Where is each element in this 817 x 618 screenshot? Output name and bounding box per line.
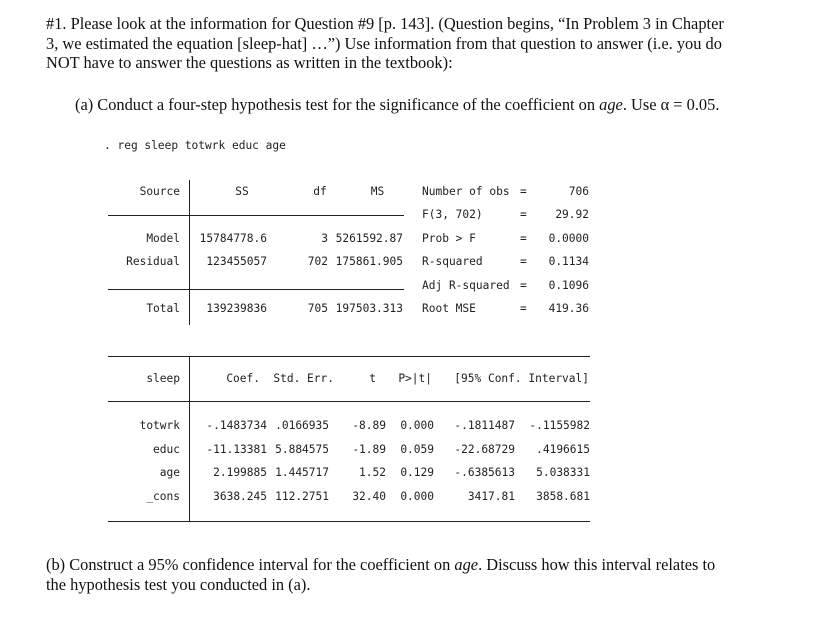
part-b-var: age	[454, 555, 479, 574]
coef-rule-top	[108, 356, 590, 357]
anova-rule-top	[108, 215, 404, 216]
coef-rule-mid	[108, 401, 590, 402]
part-a-question: (a) Conduct a four-step hypothesis test for the significance of the coefficient on age. Use α = 0.05.	[75, 95, 720, 114]
intro-line-2: 3, we estimated the equation [sleep-hat] …”) Use information from that question to answer (i.e. you do	[46, 33, 722, 53]
coef-header-p: P>|t|	[398, 372, 432, 385]
coef-rule-bottom	[108, 521, 590, 522]
anova-header-ms: MS	[370, 185, 385, 198]
coef-depvar: sleep	[146, 372, 180, 385]
intro-line-3: NOT have to answer the questions as written in the textbook):	[46, 53, 453, 72]
anova-header-source: Source	[139, 185, 180, 198]
anova-header-ss: SS	[235, 185, 249, 198]
part-a-var: age	[599, 95, 623, 114]
coef-header-t: t	[369, 372, 376, 385]
part-b-line-2: the hypothesis test you conducted in (a).	[46, 574, 311, 594]
intro-line-1: #1. Please look at the information for Question #9 [p. 143]. (Question begins, “In Problem 3 in Chapter	[46, 14, 724, 33]
question-intro	[46, 14, 786, 73]
coef-header-coef: Coef.	[226, 372, 260, 385]
stata-command: . reg sleep totwrk educ age	[104, 139, 286, 152]
part-b-line-1: (b) Construct a 95% confidence interval for the coefficient on age. Discuss how this interval relates to	[46, 555, 716, 574]
coef-header-se: Std. Err.	[273, 372, 334, 385]
anova-header-df: df	[313, 185, 327, 198]
coef-header-ci: [95% Conf. Interval]	[454, 372, 589, 385]
part-b-question	[46, 555, 786, 594]
anova-rule-bottom	[108, 289, 404, 290]
